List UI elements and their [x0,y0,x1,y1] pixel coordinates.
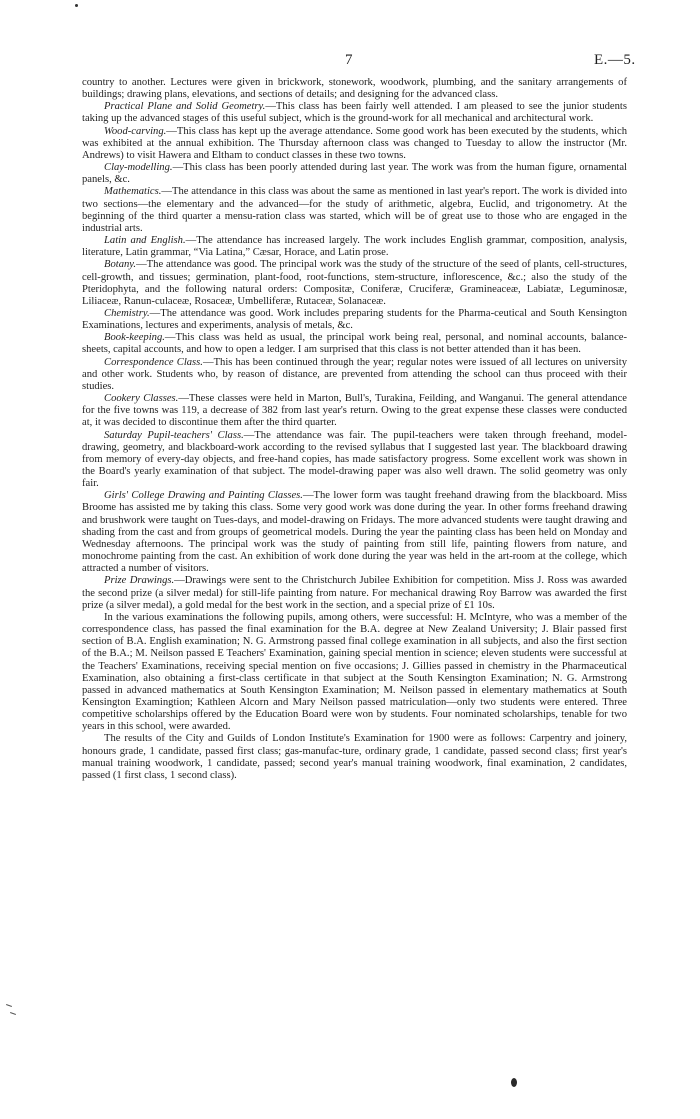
paragraph-text: —The attendance in this class was about the same as mentioned in last year's report. The work is divided into two sections—the elementary and the advanced—for the study of arithmetic, algebra, Euclid, and trigonometry. At the beginning of the third quarter a mensu-ration class was started, which will be of great use to those who are engaged in the industrial arts. [82,186,627,234]
scan-mark [10,1012,16,1015]
paragraph [82,235,627,259]
paragraph [82,430,627,491]
paragraph-text: —Drawings were sent to the Christchurch Jubilee Exhibition for competition. Miss J. Ross was awarded the second prize (a silver medal) for still-life painting from nature. For mechanical drawing Roy Barrow was awarded the first prize (a silver medal), a gold medal for the best work in the section, and a special prize of £1 10s. [82,575,627,611]
scan-mark [6,1004,12,1007]
paragraph-text: In the various examinations the following pupils, among others, were successful: H. McIntyre, who was a member of the correspondence class, has passed the final examination for the B.A. degree at New Zealand University; J. Blair passed first section of B.A. English examination; N. G. Armstrong passed final college examination in all subjects, and also the first section of the B.A.; M. Neilson passed E Teachers' Examination, gaining special mention in science; eleven students were successful at the Teachers' Examinations, receiving special mention on five occasions; J. Gillies passed in chemistry in the Pharmaceutical Examination, also obtaining a first-class certificate in that subject at the South Kensington Examination; N. G. Armstrong passed in advanced mathematics at South Kensington Examination; M. Neilson passed in elementary mathematics at South Kensington Examingtion; Kathleen Alcorn and Mary Neilson passed matriculation—only two students were entered. Three competitive scholarships offered by the Education Board were won by students. Four nominated scholarships, tenable for two years in this school, were awarded. [82,611,627,733]
paragraph-text: country to another. Lectures were given in brickwork, stonework, woodwork, plumbing, and the sanitary arrangements of buildings; drawing plans, elevations, and sections of details; and designing for the advanced class. [82,77,627,101]
paragraph [82,332,627,356]
paragraph-heading: Clay-modelling. [104,162,173,174]
paragraph [82,612,627,734]
paragraph-heading: Latin and English. [104,235,186,247]
paragraph [82,308,627,332]
paragraph-heading: Cookery Classes. [104,393,179,405]
paragraph [82,733,627,782]
paragraph-heading: Wood-carving. [104,125,167,137]
paragraph [82,77,627,101]
paragraph-text: —The lower form was taught freehand drawing from the blackboard. Miss Broome has assisted me by taking this class. Some very good work was done during the year. In other forms freehand drawing and brushwork were taught on Tues-days, and model-drawing on Fridays. The more advanced students were taught drawing and shading from the cast and from groups of geometrical models. During the year the painting class has been held on Monday and Wednesday afternoons. The principal work was the study of painting from still life, painting flowers from nature, and monochrome painting from the cast. An exhibition of work done during the year was held in the art-room at the college, which attracted a number of visitors. [82,490,627,575]
paragraph-heading: Prize Drawings. [104,575,175,587]
scan-speck [75,4,78,7]
paragraph-text: —The attendance has increased largely. The work includes English grammar, composition, analysis, literature, Latin grammar, “Via Latina,” Cæsar, Horace, and Latin prose. [82,235,627,259]
paragraph-text: The results of the City and Guilds of London Institute's Examination for 1900 were as follows: Carpentry and joinery, honours grade, 1 candidate, passed first class; gas-manufac-ture, ordinary grade, 1 candidate, passed second class; first year's manual training woodwork, 1 candidate, passed; second year's manual training woodwork, final examination, 2 candidates, passed (1 first class, 1 second class). [82,733,627,781]
body-text [82,77,627,782]
paragraph [82,162,627,186]
paragraph-text: —The attendance was good. Work includes preparing students for the Pharma-ceutical and South Kensington Examinations, lectures and experiments, analysis of metals, &c. [82,307,627,332]
paragraph [82,393,627,429]
paragraph-heading: Correspondence Class. [104,356,203,368]
paragraph-text: —This class has been poorly attended during last year. The work was from the human figure, ornamental panels, &c. [82,162,627,186]
paragraph-heading: Botany. [104,259,137,271]
paragraph-text: —This class was held as usual, the principal work being real, personal, and nominal accounts, balance-sheets, capital accounts, and how to open a ledger. I am surprised that this class is not better attended than it has been. [82,332,627,356]
paragraph [82,357,627,393]
paragraph [82,490,627,575]
paragraph-text: —This has been continued through the year; regular notes were issued of all lectures on university and other work. Students who, by reason of distance, are prevented from attending the school can thus proceed with their studies. [82,356,627,392]
page-header [0,52,700,72]
paragraph-heading: Practical Plane and Solid Geometry. [104,101,266,113]
paragraph-text: —The attendance was good. The principal work was the study of the structure of the seed of plants, cell-structures, cell-growth, and tissues; germination, plant-food, root-functions, stem-structure, inflorescence, &c.; also the study of the Pteridophyta, and the following natural orders: Compositæ, Coniferæ, Cruciferæ, Gramineaceæ, Labiatæ, Leguminosæ, Liliaceæ, Ranun-culaceæ, Rosaceæ, Umbelliferæ, Rutaceæ, Solanaceæ. [82,259,627,307]
paragraph-heading: Mathematics. [104,186,162,198]
paragraph [82,575,627,611]
document-reference: E.—5. [594,52,636,68]
paragraph-heading: Chemistry. [104,307,150,319]
paragraph [82,101,627,125]
paragraph-text: —This class has kept up the average attendance. Some good work has been executed by the students, which was exhibited at the annual exhibition. The Thursday afternoon class was changed to Tuesday to allow the instructor (Mr. Andrews) to visit Hawera and Eltham to conduct classes in these two towns. [82,125,627,161]
page-number: 7 [345,52,353,68]
paragraph [82,186,627,235]
ink-blot [511,1078,517,1087]
paragraph-text: —These classes were held in Marton, Bull's, Turakina, Feilding, and Wanganui. The general attendance for the five towns was 119, a decrease of 382 from last year's return. Owing to the great expense these classes were conducted at, it was decided to discontinue them after the third quarter. [82,393,627,429]
paragraph-text: —This class has been fairly well attended. I am pleased to see the junior students taking up the advanced stages of this useful subject, which is the ground-work for all mechanical and architectural work. [82,101,627,125]
paragraph [82,126,627,162]
paragraph-text: —The attendance was fair. The pupil-teachers were taken through freehand, model-drawing, geometry, and blackboard-work according to the revised syllabus that I suggested last year. The blackboard drawing from memory of every-day objects, and free-hand copies, has made satisfactory progress. Some excellent work was shown in the Board's yearly examination of that subject. The model-drawing paper was also well drawn. The solid geometry was only fair. [82,429,627,490]
paragraph-heading: Book-keeping. [104,332,165,344]
paragraph-heading: Saturday Pupil-teachers' Class. [104,429,244,441]
paragraph-heading: Girls' College Drawing and Painting Classes. [104,490,303,502]
paragraph [82,259,627,308]
